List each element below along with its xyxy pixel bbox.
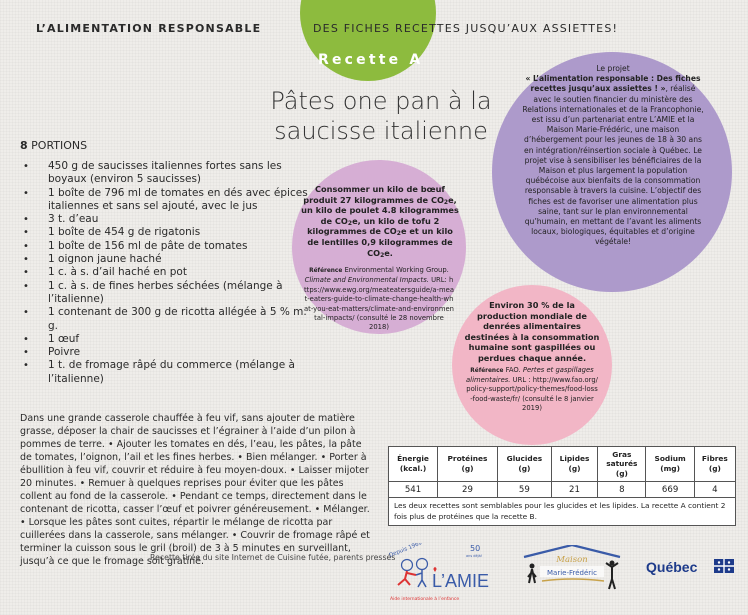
nutrition-header-sodium: Sodium (mg) bbox=[646, 447, 694, 482]
nutrition-header-row bbox=[389, 447, 736, 482]
project-intro: Le projet bbox=[596, 64, 630, 73]
recipe-source: Recette tirée du site Internet de Cuisine futée, parents pressés bbox=[150, 553, 396, 562]
co2-subscript: 2 bbox=[380, 251, 385, 259]
project-description: , réalisé avec le soutien financier du ministère des Relations internationales et de la Francophonie, est issu d’un partenariat entre L’AMIE et la Maison Marie-Frédéric, une maison d’hébergement pour les jeunes de 18 à 30 ans en intégration/réinsertion sociale à Québec. Le projet vise à sensibiliser les bénéficiaires de la Maison et plus largement la population québécoise aux bienfaits de la consommation responsable à travers la cuisine. L’objectif des fiches est de favoriser une alimentation plus saine, tant sur le plan environnemental qu’humain, en mettant de l’avant les aliments locaux, biologiques, équitables et d’origine végétale! bbox=[522, 84, 704, 247]
ingredient-item: • 1 c. à s. d’ail haché en pot bbox=[40, 266, 318, 279]
ingredient-item: • 1 boîte de 796 ml de tomates en dés avec épices italiennes et sans sel ajouté, avec le jus bbox=[40, 187, 318, 214]
reference-url[interactable]: URL : http://www.fao.org/policy-support/policy-themes/food-loss-food-waste/fr/ bbox=[466, 376, 598, 403]
amie-tagline: Aide internationale à l’enfance bbox=[390, 597, 460, 602]
nutrition-value-carbs: 59 bbox=[497, 482, 551, 498]
house-icon bbox=[516, 545, 636, 595]
co2-subscript: 2 bbox=[396, 230, 401, 238]
co2-fact-part: e. bbox=[384, 247, 393, 258]
ingredient-item: • 450 g de saucisses italiennes fortes sans les boyaux (environ 5 saucisses) bbox=[40, 160, 318, 187]
nutrition-value-protein: 29 bbox=[438, 482, 498, 498]
ingredient-item: • 1 oignon jaune haché bbox=[40, 253, 318, 266]
nutrition-header-protein: Protéines (g) bbox=[438, 447, 498, 482]
ingredient-item: • 1 boîte de 454 g de rigatonis bbox=[40, 226, 318, 239]
amie-since: Depuis 1969 bbox=[388, 543, 423, 559]
nutrition-value-energy: 541 bbox=[389, 482, 438, 498]
nutrition-value-lipids: 21 bbox=[551, 482, 597, 498]
nutrition-header-carbs: Glucides (g) bbox=[497, 447, 551, 482]
ingredient-item: • 1 contenant de 300 g de ricotta allégée à 5 % m. g. bbox=[40, 306, 318, 333]
amie-children-icon bbox=[386, 543, 498, 605]
co2-fact-part: Consommer un kilo de bœuf produit 27 kilogrammes de CO bbox=[303, 184, 445, 205]
reference-label: Référence bbox=[309, 268, 343, 274]
portions bbox=[20, 139, 87, 152]
reference-title: Pertes et gaspillages alimentaires. bbox=[466, 366, 594, 385]
reference-label: Référence bbox=[470, 368, 504, 374]
quebec-logo bbox=[646, 552, 738, 580]
maison-marie-frederic-logo bbox=[516, 545, 636, 595]
ingredient-item: • Poivre bbox=[40, 346, 318, 359]
portions-number: 8 bbox=[20, 139, 28, 152]
quebec-flag-icon bbox=[646, 552, 738, 580]
co2-fact-part: e, un kilo de poulet 4.8 kilogrammes de CO bbox=[301, 194, 459, 226]
project-info-text bbox=[522, 64, 704, 248]
ingredient-item: • 1 t. de fromage râpé du commerce (mélange à l’italienne) bbox=[40, 359, 318, 386]
co2-fact-part: e et un kilo de lentilles 0,9 kilogrammes de CO bbox=[307, 226, 453, 258]
recipe-title-line2: saucisse italienne bbox=[274, 117, 488, 145]
recipe-label: Recette A bbox=[318, 52, 424, 68]
recipe-title bbox=[246, 86, 516, 146]
nutrition-header-saturated-fat: Gras saturés (g) bbox=[598, 447, 646, 482]
food-waste-text: Environ 30 % de la production mondiale de denrées alimentaires destinées à la consommation humaine sont gaspillées ou perdues chaque année. bbox=[464, 300, 600, 363]
quebec-wordmark: Québec bbox=[646, 559, 698, 575]
maison-line2: Marie-Frédéric bbox=[547, 569, 597, 577]
recipe-badge-circle bbox=[300, 0, 436, 81]
food-waste-reference bbox=[466, 366, 598, 413]
recipe-instructions: Dans une grande casserole chauffée à feu vif, sans ajouter de matière grasse, déposer la chair de saucisses et l’égrainer à l’aide d’un pilon à pommes de terre. • Ajouter les tomates en dés, l’eau, les pâtes, la pâte de tomates, l’oignon, l’ail et les fines herbes. • Bien mélanger. • Porter à ébullition à feu vif, couvrir et réduire à feu moyen-doux. • Laisser mijoter 20 minutes. • Remuer à quelques reprises pour éviter que les pâtes collent au fond de la casserole. • Pendant ce temps, directement dans le contenant de ricotta, casser l’œuf et poivrer généreusement. • Mélanger. • Lorsque les pâtes sont cuites, répartir le mélange de ricotta par cuillerées dans la casserole, sans mélanger. • Couvrir de fromage râpé et terminer la cuisson sous le gril (broil) de 3 à 5 minutes en surveillant, jusqu’à ce que le fromage soit gratiné. bbox=[20, 413, 370, 567]
co2-subscript: 2 bbox=[443, 198, 449, 206]
series-title: L’ALIMENTATION RESPONSABLE bbox=[36, 22, 262, 35]
ingredient-item: • 3 t. d’eau bbox=[40, 213, 318, 226]
nutrition-header-energy: Énergie (kcal.) bbox=[389, 447, 438, 482]
reference-org: Environmental Working Group. bbox=[344, 266, 449, 274]
reference-date: (consulté le 8 janvier 2019) bbox=[522, 394, 594, 412]
co2-subscript: 2 bbox=[347, 219, 353, 227]
nutrition-values-row bbox=[389, 482, 736, 498]
co2-fact-text bbox=[300, 184, 460, 258]
nutrition-header-fiber: Fibres (g) bbox=[694, 447, 735, 482]
ingredient-item: • 1 œuf bbox=[40, 333, 318, 346]
amie-name: L’AMIE bbox=[432, 571, 490, 591]
amie-anniversary-sub: ans déjà! bbox=[466, 554, 483, 558]
amie-logo bbox=[386, 543, 498, 605]
nutrition-note: Les deux recettes sont semblables pour les glucides et les lipides. La recette A contient 2 fois plus de protéines que la recette B. bbox=[389, 498, 736, 526]
co2-reference bbox=[304, 266, 454, 333]
reference-title: Climate and Environmental Impacts. bbox=[304, 276, 429, 285]
portions-label: PORTIONS bbox=[31, 139, 88, 152]
reference-date: (consulté le 28 novembre 2018) bbox=[356, 314, 444, 332]
nutrition-value-sodium: 669 bbox=[646, 482, 694, 498]
nutrition-table bbox=[388, 446, 736, 526]
nutrition-value-saturated-fat: 8 bbox=[598, 482, 646, 498]
ingredient-item: • 1 boîte de 156 ml de pâte de tomates bbox=[40, 240, 318, 253]
ingredient-item: • 1 c. à s. de fines herbes séchées (mélange à l’italienne) bbox=[40, 280, 318, 307]
nutrition-value-fiber: 4 bbox=[694, 482, 735, 498]
recipe-title-line1: Pâtes one pan à la bbox=[270, 87, 492, 115]
reference-url[interactable]: URL: https://www.ewg.org/meateatersguide/a-meat-eaters-guide-to-climate-change-health-what-you-eat-matters/climate-and-environmental-impacts/ bbox=[304, 276, 454, 323]
series-subtitle: DES FICHES RECETTES JUSQU’AUX ASSIETTES! bbox=[313, 22, 619, 35]
maison-line1: Maison bbox=[556, 555, 588, 565]
ingredients-list bbox=[20, 160, 318, 386]
reference-org: FAO. bbox=[505, 366, 521, 374]
amie-anniversary: 50 bbox=[470, 544, 481, 553]
project-name: « L’alimentation responsable : Des fiches recettes jusqu’aux assiettes ! » bbox=[525, 74, 701, 94]
co2-fact-part: e, un kilo de tofu 2 kilogrammes de CO bbox=[307, 215, 440, 237]
nutrition-note-row bbox=[389, 498, 736, 526]
nutrition-header-lipids: Lipides (g) bbox=[551, 447, 597, 482]
